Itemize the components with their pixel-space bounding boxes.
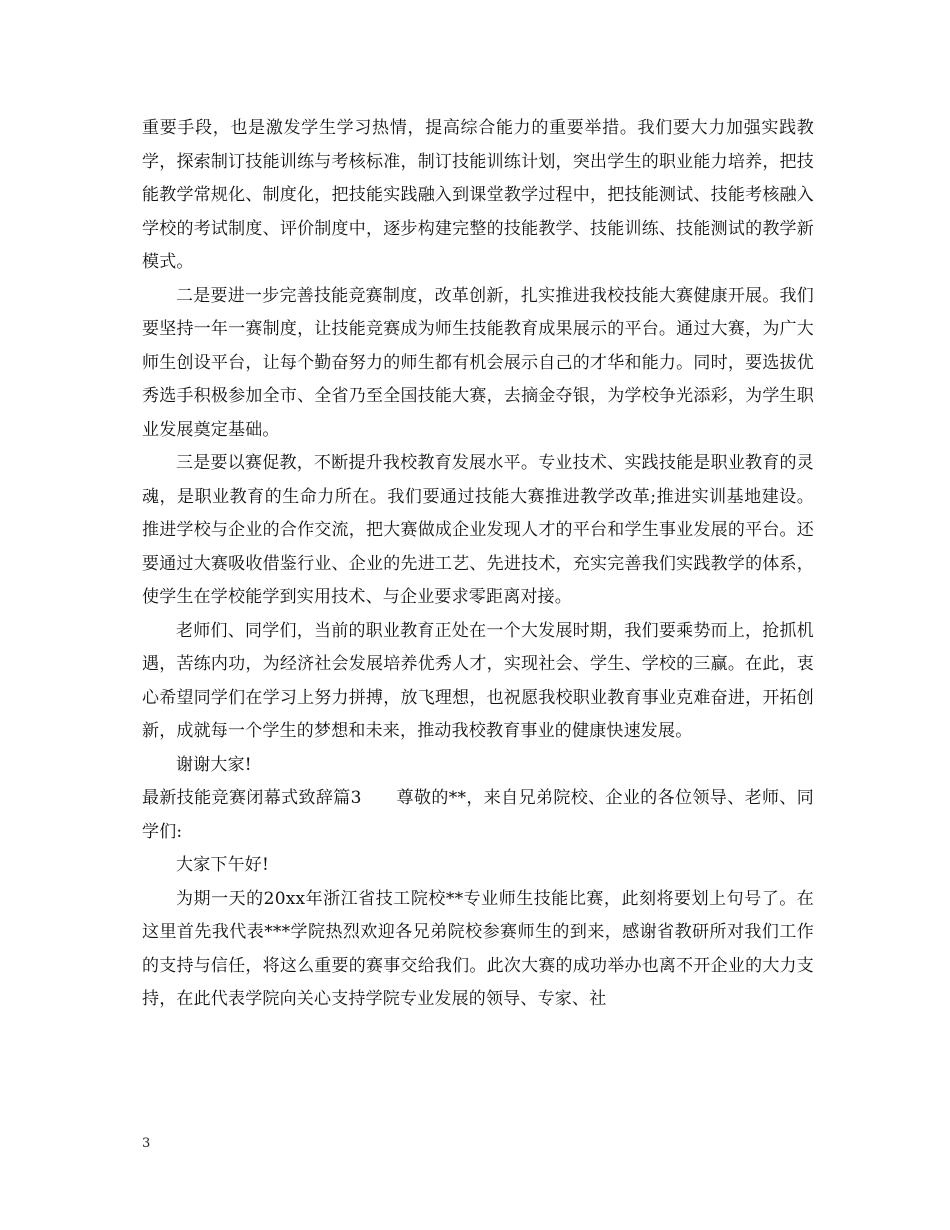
page-number: 3: [142, 1136, 151, 1151]
paragraph: 重要手段，也是激发学生学习热情，提高综合能力的重要举措。我们要大力加强实践教学，探索制订技能训练与考核标准，制订技能训练计划，突出学生的职业能力培养，把技能教学常规化、制度化，把技能实践融入到课堂教学过程中，把技能测试、技能考核融入学校的考试制度、评价制度中，逐步构建完整的技能教学、技能训练、技能测试的教学新模式。: [142, 118, 814, 272]
paragraph: 三是要以赛促教，不断提升我校教育发展水平。专业技术、实践技能是职业教育的灵魂，是职业教育的生命力所在。我们要通过技能大赛推进教学改革;推进实训基地建设。推进学校与企业的合作交流，把大赛做成企业发现人才的平台和学生事业发展的平台。还要通过大赛吸收借鉴行业、企业的先进工艺、先进技术，充实完善我们实践教学的体系，使学生在学校能学到实用技术、与企业要求零距离对接。: [142, 453, 814, 607]
paragraph: 老师们、同学们，当前的职业教育正处在一个大发展时期，我们要乘势而上，抢抓机遇，苦练内功，为经济社会发展培养优秀人才，实现社会、学生、学校的三赢。在此，衷心希望同学们在学习上努力拼搏，放飞理想，也祝愿我校职业教育事业克难奋进，开拓创新，成就每一个学生的梦想和未来，推动我校教育事业的健康快速发展。: [142, 620, 814, 741]
section-heading: 最新技能竞赛闭幕式致辞篇3 尊敬的**，来自兄弟院校、企业的各位领导、老师、同学们:: [142, 788, 814, 842]
closing-thanks: 谢谢大家!: [176, 754, 252, 775]
paragraph: 二是要进一步完善技能竞赛制度，改革创新，扎实推进我校技能大赛健康开展。我们要坚持一年一赛制度，让技能竞赛成为师生技能教育成果展示的平台。通过大赛，为广大师生创设平台，让每个勤奋努力的师生都有机会展示自己的才华和能力。同时，要选拔优秀选手积极参加全市、全省乃至全国技能大赛，去摘金夺银，为学校争光添彩，为学生职业发展奠定基础。: [142, 285, 814, 440]
document-body: [142, 112, 814, 1017]
paragraph: 为期一天的20xx年浙江省技工院校**专业师生技能比赛，此刻将要划上句号了。在这里首先我代表***学院热烈欢迎各兄弟院校参赛师生的到来，感谢省教研所对我们工作的支持与信任，将这么重要的赛事交给我们。此次大赛的成功举办也离不开企业的大力支持，在此代表学院向关心支持学院专业发展的领导、专家、社: [142, 888, 814, 1009]
greeting: 大家下午好!: [176, 855, 270, 875]
